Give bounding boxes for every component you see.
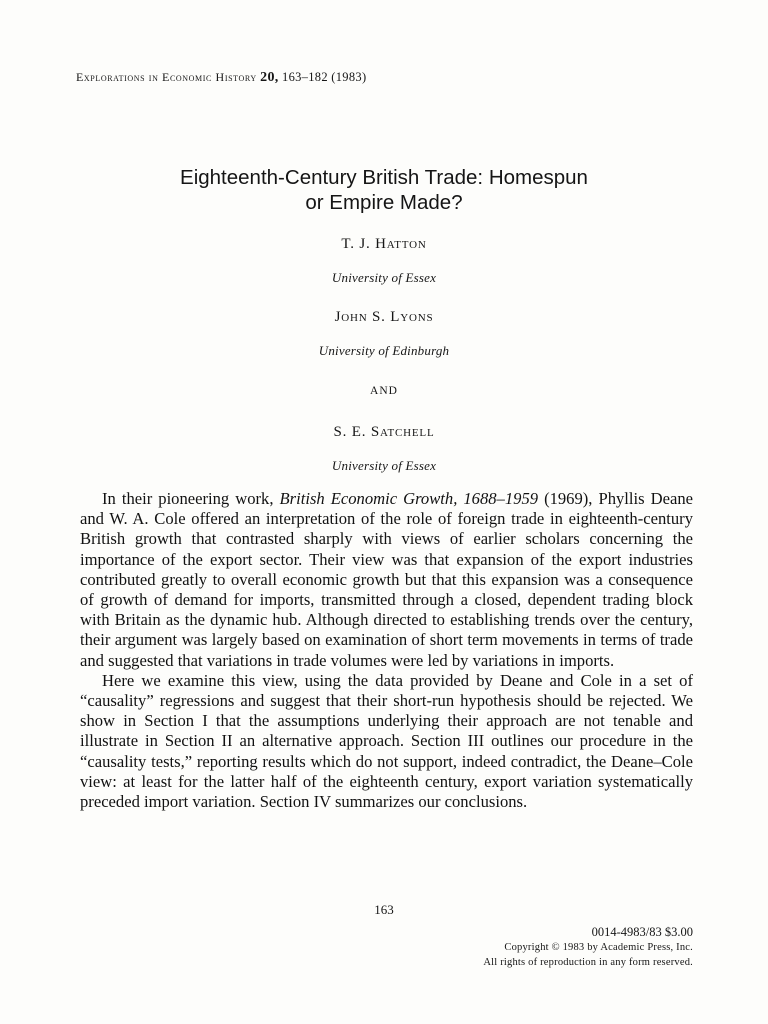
author-affiliation-3: University of Essex bbox=[331, 458, 437, 473]
paragraph-1-intro: In their pioneering work, bbox=[102, 489, 280, 508]
article-body bbox=[80, 489, 693, 812]
rights-notice: All rights of reproduction in any form reserved. bbox=[483, 957, 693, 968]
page-number: 163 bbox=[374, 902, 394, 917]
article-title bbox=[100, 165, 668, 215]
journal-name: Explorations in Economic History bbox=[76, 70, 257, 84]
author-affiliation-1: University of Essex bbox=[331, 270, 437, 285]
body-paragraph-1 bbox=[80, 489, 693, 671]
journal-citation bbox=[76, 70, 366, 86]
journal-pages-year: 163–182 (1983) bbox=[282, 70, 367, 84]
author-affiliation-2: University of Edinburgh bbox=[318, 343, 450, 358]
body-paragraph-2: Here we examine this view, using the data provided by Deane and Cole in a set of “causality” regressions and suggest that their short-run hypothesis should be rejected. We show in Section I that the assumptions underlying their approach are not tenable and illustrate in Section II an alternative approach. Section III outlines our procedure in the “causality tests,” reporting results which do not support, indeed contradict, the Deane–Cole view: at least for the latter half of the eighteenth century, export variation systematically preceded import variation. Section IV summarizes our conclusions. bbox=[80, 670, 693, 812]
publication-footer bbox=[483, 924, 693, 970]
article-title-line-1: Eighteenth-Century British Trade: Homespun bbox=[180, 166, 588, 189]
issn-price: 0014-4983/83 $3.00 bbox=[591, 925, 693, 939]
journal-volume: 20, bbox=[260, 70, 279, 85]
paragraph-1-text: (1969), Phyllis Deane and W. A. Cole offered an interpretation of the role of foreign trade in eighteenth-century British growth that contrasted sharply with views of earlier scholars concerning the importance of the export sector. Their view was that expansion of the export industries contributed greatly to overall economic growth but that this expansion was a consequence of growth of demand for imports, transmitted through a closed, dependent trading block with Britain as the dynamic hub. Although directed to establishing trends over the century, their argument was largely based on examination of short term movements in terms of trade and suggested that variations in trade volumes were led by variations in imports. bbox=[80, 489, 693, 670]
copyright-notice: Copyright © 1983 by Academic Press, Inc. bbox=[504, 942, 693, 953]
author-conjunction: AND bbox=[370, 385, 398, 397]
author-name-1: T. J. Hatton bbox=[341, 236, 427, 252]
article-title-line-2: or Empire Made? bbox=[305, 191, 463, 214]
cited-book-title: British Economic Growth, 1688–1959 bbox=[279, 489, 539, 508]
author-name-3: S. E. Satchell bbox=[333, 424, 435, 440]
author-name-2: John S. Lyons bbox=[334, 309, 434, 325]
